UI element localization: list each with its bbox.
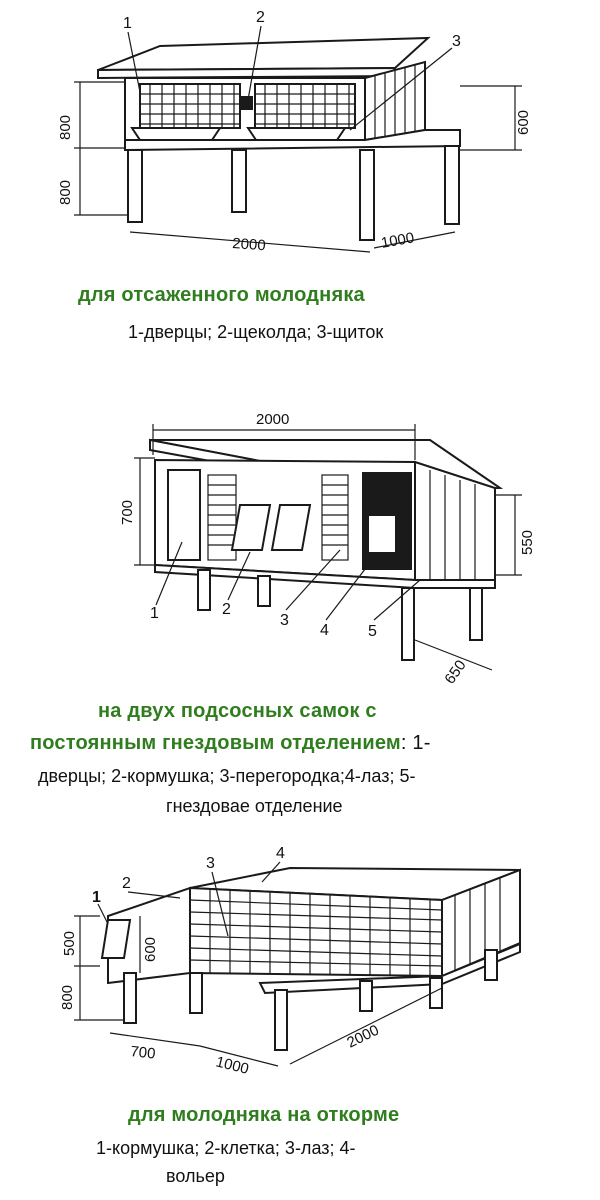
dimension-label: 2000	[231, 235, 267, 255]
dimension-label: 700	[129, 1043, 157, 1063]
figure-legend-cont: вольер	[166, 1166, 225, 1186]
dimension-label: 1000	[214, 1053, 251, 1078]
dimension-label: 550	[519, 529, 536, 555]
figure-legend: 1-кормушка; 2-клетка; 3-лаз; 4-	[96, 1138, 356, 1158]
door	[168, 470, 200, 560]
callout-number: 3	[452, 33, 461, 50]
leg	[360, 150, 374, 240]
callout-number: 2	[256, 9, 265, 26]
door-right	[255, 84, 355, 128]
cage-diagram-two-nursing-does	[0, 400, 600, 690]
callout-number: 1	[92, 889, 101, 906]
callout-number: 5	[368, 623, 377, 640]
feeder-right	[248, 128, 345, 140]
feeder	[102, 920, 130, 958]
dimension-label: 600	[515, 109, 532, 135]
callout-number: 3	[206, 855, 215, 872]
partition	[368, 515, 396, 553]
door-left	[140, 84, 240, 128]
leg	[124, 973, 136, 1023]
callout-number: 4	[276, 845, 285, 862]
dimension-label: 500	[61, 930, 78, 956]
leg	[198, 570, 210, 610]
dimension-label: 2000	[344, 1021, 382, 1052]
leg	[190, 973, 202, 1013]
figure-legend-tail: : 1-	[400, 732, 431, 754]
dimension-label: 2000	[256, 411, 290, 428]
figure-title-line2: постоянным гнездовым отделением: 1-	[30, 732, 431, 754]
leg	[445, 146, 459, 224]
figure-title: на двух подсосных самок с	[98, 700, 377, 722]
cage-diagram-fattening-young	[0, 838, 600, 1088]
roof	[98, 38, 428, 70]
leg	[402, 588, 414, 660]
figure-legend-cont: гнездовае отделение	[166, 796, 343, 816]
leg	[232, 150, 246, 212]
cage-diagram-weaned-young	[0, 0, 600, 270]
callout-number: 1	[123, 15, 132, 32]
figure-title: для молодняка на откорме	[128, 1104, 400, 1126]
leg	[275, 990, 287, 1050]
latch	[241, 96, 253, 110]
leg	[470, 588, 482, 640]
figure-title: для отсаженного молодняка	[78, 284, 365, 306]
leg	[485, 950, 497, 980]
callout-number: 2	[122, 875, 131, 892]
leg	[360, 981, 372, 1011]
dimension-label: 800	[57, 114, 74, 140]
dimension-label: 800	[57, 179, 74, 205]
feeder-left	[132, 128, 220, 140]
callout-number: 4	[320, 622, 329, 639]
dimension-label: 600	[142, 936, 159, 962]
figure-legend: дверцы; 2-кормушка; 3-перегородка;4-лаз; 5-	[38, 766, 416, 786]
leg	[258, 576, 270, 606]
callout-number: 2	[222, 601, 231, 618]
leg	[128, 150, 142, 222]
dimension-label: 650	[441, 657, 470, 688]
callout-number: 3	[280, 612, 289, 629]
callout-number: 1	[150, 605, 159, 622]
dimension-label: 700	[119, 499, 136, 525]
dimension-label: 1000	[379, 229, 416, 252]
figure-legend: 1-дверцы; 2-щеколда; 3-щиток	[128, 322, 384, 342]
dimension-label: 800	[59, 984, 76, 1010]
